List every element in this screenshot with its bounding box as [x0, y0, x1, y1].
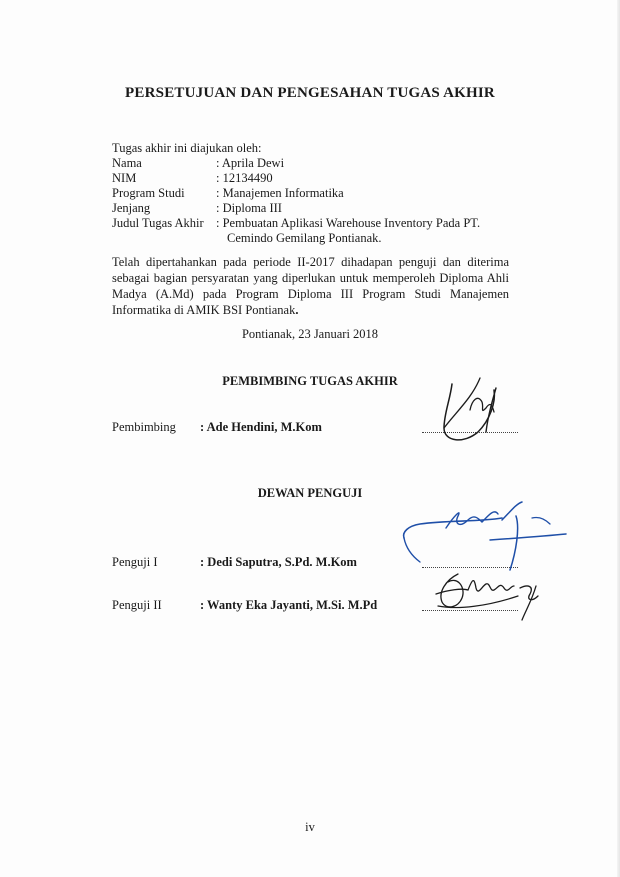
- approval-paragraph-period: .: [295, 303, 299, 317]
- page-title: PERSETUJUAN DAN PENGESAHAN TUGAS AKHIR: [125, 85, 495, 101]
- info-value-line-1: : Pembuatan Aplikasi Warehouse Inventory Pada PT.: [216, 216, 481, 230]
- student-info-table: [112, 156, 480, 246]
- penguji-2-signature-icon: [428, 566, 548, 626]
- info-value: [216, 216, 480, 246]
- info-value: : 12134490: [216, 171, 273, 185]
- intro-text: Tugas akhir ini diajukan oleh:: [112, 141, 262, 155]
- penguji-1-label: Penguji I: [112, 555, 158, 569]
- pembimbing-signature-icon: [430, 368, 520, 450]
- info-label: Judul Tugas Akhir: [112, 216, 204, 230]
- approval-paragraph: [112, 254, 509, 318]
- info-label: Jenjang: [112, 201, 151, 215]
- pembimbing-name: : Ade Hendini, M.Kom: [200, 420, 322, 434]
- info-label: NIM: [112, 171, 137, 185]
- penguji-heading: DEWAN PENGUJI: [257, 486, 363, 500]
- page-number: iv: [305, 820, 315, 834]
- place-date: Pontianak, 23 Januari 2018: [241, 327, 379, 341]
- info-value: : Manajemen Informatika: [216, 186, 344, 200]
- info-row-nama: [112, 156, 480, 171]
- pembimbing-heading: PEMBIMBING TUGAS AKHIR: [222, 374, 398, 388]
- info-label: Nama: [112, 156, 142, 170]
- approval-paragraph-text: Telah dipertahankan pada periode II-2017 dihadapan penguji dan diterima sebagai bagian persyaratan yang diperlukan untuk memperoleh Diploma Ahli Madya (A.Md) pada Program Diploma III Program Studi Manajemen Informatika di AMIK BSI Pontianak: [112, 255, 509, 317]
- pembimbing-label: Pembimbing: [112, 420, 176, 434]
- info-row-judul: [112, 216, 480, 246]
- info-value: : Diploma III: [216, 201, 282, 215]
- info-label: Program Studi: [112, 186, 185, 200]
- info-row-jenjang: [112, 201, 480, 216]
- info-value: : Aprila Dewi: [216, 156, 285, 170]
- penguji-2-name: : Wanty Eka Jayanti, M.Si. M.Pd: [200, 598, 378, 612]
- penguji-2-label: Penguji II: [112, 598, 162, 612]
- info-row-program-studi: [112, 186, 480, 201]
- penguji-1-name: : Dedi Saputra, S.Pd. M.Kom: [200, 555, 357, 569]
- info-row-nim: [112, 171, 480, 186]
- info-value-line-2: Cemindo Gemilang Pontianak.: [227, 231, 382, 245]
